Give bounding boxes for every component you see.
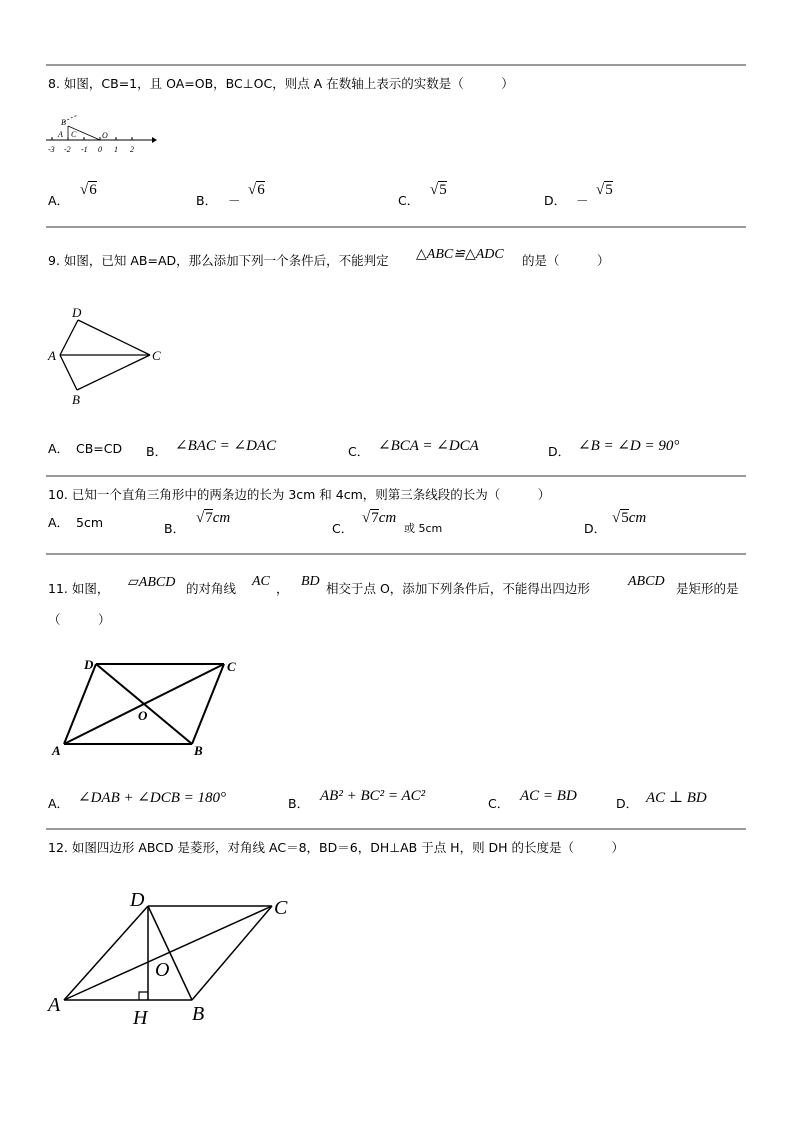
option-a-value: √6 <box>80 182 97 198</box>
tick-label: -3 <box>48 145 55 154</box>
option-b-value: √7cm <box>196 510 231 526</box>
option-c-value: AC = BD <box>520 788 577 804</box>
point-label-c: C <box>71 130 77 139</box>
rhombus-figure <box>44 884 304 1034</box>
point-label-h: H <box>133 1007 148 1029</box>
point-label-c: C <box>274 897 288 919</box>
point-label-o: O <box>155 959 170 981</box>
option-letter: D． <box>584 521 607 536</box>
question-9-stem-prefix: 9. 如图，已知 AB=AD，那么添加下列一个条件后，不能判定 <box>48 253 389 268</box>
option-b-value: ∠BAC = ∠DAC <box>175 438 277 454</box>
quadrilateral-abcd: ABCD <box>628 574 665 589</box>
question-12-stem: 12. 如图四边形 ABCD 是菱形，对角线 AC＝8，BD＝6，DH⊥AB 于点 H，则 DH 的长度是（ ） <box>48 840 625 855</box>
stem-text: 的对角线 <box>186 581 237 596</box>
option-letter: A． <box>48 796 70 811</box>
tick-label: -2 <box>64 145 71 154</box>
point-label-d: D <box>72 305 82 320</box>
option-letter: D． <box>544 193 567 208</box>
stem-text: 是矩形的是 <box>676 581 739 596</box>
option-b-value: √6 <box>248 182 265 198</box>
parallelogram-figure <box>44 654 254 764</box>
option-a-value: CB=CD <box>76 441 123 456</box>
tick-label: -1 <box>81 145 88 154</box>
option-letter: A． <box>48 193 70 208</box>
question-10-stem: 10. 已知一个直角三角形中的两条边的长为 3cm 和 4cm，则第三条线段的长为（ ） <box>48 487 551 502</box>
option-letter: B． <box>288 796 310 811</box>
question-9-stem-suffix: 的是（ ） <box>522 253 610 268</box>
point-label-c: C <box>227 659 236 674</box>
kite-figure <box>44 300 174 410</box>
minus-sign: － <box>576 193 589 208</box>
answer-paren: （ ） <box>48 612 111 627</box>
option-c-value: √7cm <box>362 510 397 526</box>
option-letter: A． <box>48 441 70 456</box>
divider <box>46 828 746 830</box>
point-label-a: A <box>48 994 61 1016</box>
tick-label: 1 <box>114 145 118 154</box>
point-label-b: B <box>72 392 80 407</box>
option-letter: C． <box>488 796 510 811</box>
option-d-value: AC ⊥ BD <box>646 790 707 806</box>
option-a-value: 5cm <box>76 515 104 530</box>
parallelogram-symbol: ▱ABCD <box>128 575 176 590</box>
stem-text: 相交于点 O，添加下列条件后，不能得出四边形 <box>326 581 590 596</box>
question-11-stem-prefix: 11. 如图， <box>48 581 110 596</box>
option-letter: D． <box>548 444 571 459</box>
question-8-stem: 8. 如图，CB=1，且 OA=OB，BC⊥OC，则点 A 在数轴上表示的实数是（ ） <box>48 76 514 91</box>
minus-sign: － <box>228 193 241 208</box>
point-label-o: O <box>102 131 108 140</box>
option-d-value: √5cm <box>612 510 647 526</box>
segment-bd: BD <box>301 574 320 589</box>
option-letter: B． <box>196 193 218 208</box>
point-label-a: A <box>48 348 56 363</box>
option-c-extra: 或 5cm <box>404 522 443 535</box>
option-letter: B． <box>164 521 186 536</box>
option-c-value: √5 <box>430 182 447 198</box>
congruence-statement: △ABC≌△ADC <box>416 247 504 262</box>
number-line-figure <box>44 112 160 158</box>
option-d-value: ∠B = ∠D = 90° <box>578 438 680 454</box>
option-letter: C． <box>348 444 370 459</box>
point-label-a: A <box>52 743 61 758</box>
tick-label: 2 <box>130 145 134 154</box>
divider <box>46 475 746 477</box>
point-label-c: C <box>152 348 161 363</box>
option-letter: C． <box>398 193 420 208</box>
divider <box>46 64 746 66</box>
option-letter: B． <box>146 444 168 459</box>
point-label-a: A <box>58 130 63 139</box>
point-label-d: D <box>130 889 145 911</box>
option-d-value: √5 <box>596 182 613 198</box>
stem-text: ， <box>276 581 289 596</box>
option-letter: A． <box>48 515 70 530</box>
segment-ac: AC <box>252 574 270 589</box>
option-c-value: ∠BCA = ∠DCA <box>378 438 479 454</box>
option-b-value: AB² + BC² = AC² <box>320 788 426 804</box>
divider <box>46 226 746 228</box>
option-letter: D． <box>616 796 639 811</box>
point-label-o: O <box>138 708 148 723</box>
option-letter: C． <box>332 521 354 536</box>
point-label-b: B <box>61 118 66 127</box>
divider <box>46 553 746 555</box>
point-label-d: D <box>84 657 94 672</box>
point-label-b: B <box>192 1003 205 1025</box>
tick-label: 0 <box>98 145 102 154</box>
point-label-b: B <box>194 743 203 758</box>
option-a-value: ∠DAB + ∠DCB = 180° <box>78 790 227 806</box>
